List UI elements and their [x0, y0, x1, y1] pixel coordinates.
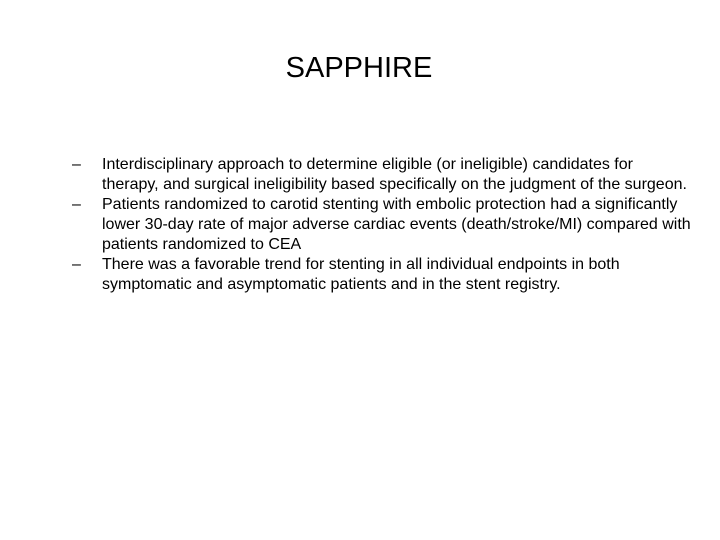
bullet-text: Patients randomized to carotid stenting with embolic protection had a significantly lower 30-day rate of major adverse cardiac events (death/stroke/MI) compared with patients randomized to CEA	[102, 196, 691, 253]
bullet-text: Interdisciplinary approach to determine eligible (or ineligible) candidates for therapy, and surgical ineligibility based specifically on the judgment of the surgeon.	[102, 156, 687, 193]
bullet-item	[72, 255, 692, 295]
bullet-text: There was a favorable trend for stenting in all individual endpoints in both symptomatic and asymptomatic patients and in the stent registry.	[102, 256, 620, 293]
slide-title: SAPPHIRE	[285, 52, 433, 84]
dash-bullet-icon: –	[72, 196, 81, 213]
dash-bullet-icon: –	[72, 256, 81, 273]
dash-bullet-icon: –	[72, 156, 81, 173]
bullet-list	[72, 155, 692, 295]
bullet-item	[72, 155, 692, 195]
bullet-item	[72, 195, 692, 255]
